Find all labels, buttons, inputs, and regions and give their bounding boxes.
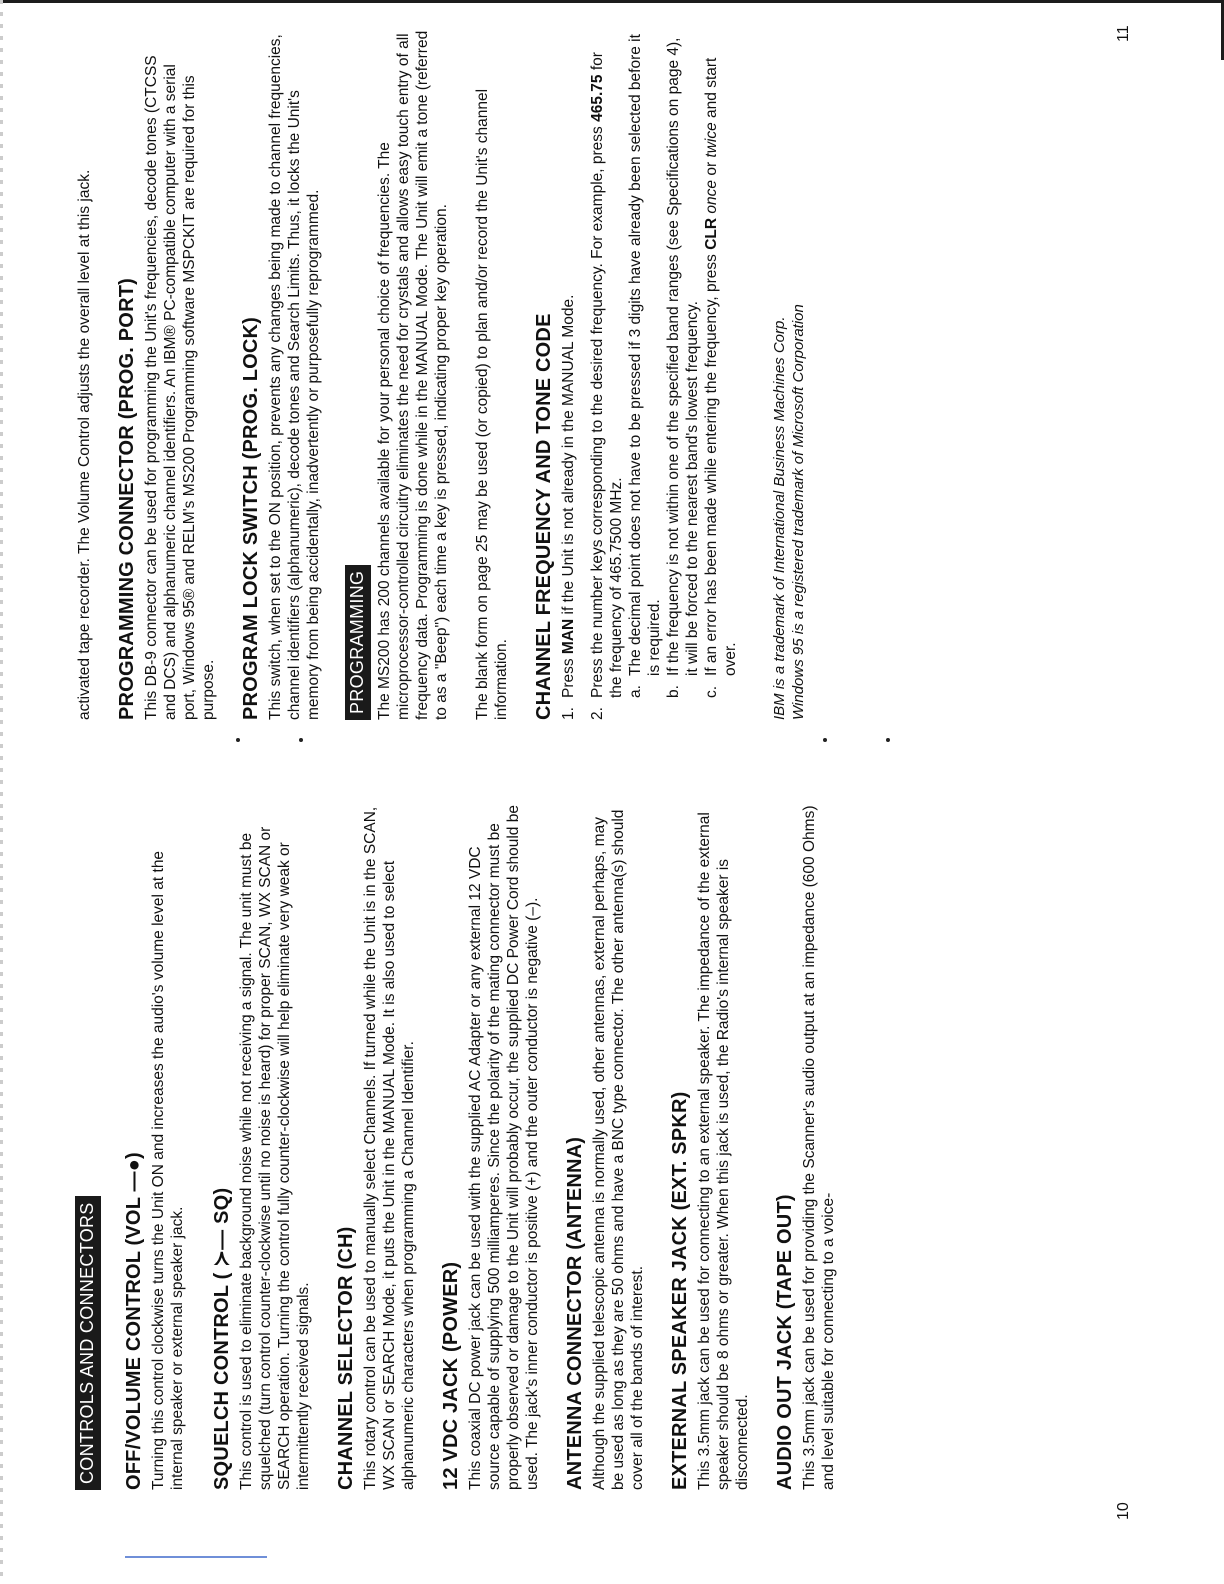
text-external-speaker: This 3.5mm jack can be used for connecting to an external speaker. The impedance of the external speaker should be 8 ohms or greater. When this jack is used, the Radio's internal speaker is disconnected.: [696, 812, 751, 1490]
step-2b: b.If the frequency is not within one of the specified band ranges (see Specifications on page 4), it will be forced to the nearest band's lowest frequency.: [665, 37, 701, 698]
heading-squelch-control: SQUELCH CONTROL ( ≻— SQ): [211, 1187, 233, 1490]
text-antenna-connector: Although the supplied telescopic antenna is normally used, other antennas, external perhaps, may be used as long as they are 50 ohms and have a BNC type connector. The other antenna(s) should cover all of the bands of interest.: [591, 809, 646, 1490]
text-programming-intro: The MS200 has 200 channels available for your personal choice of frequencies. The microprocessor-controlled circuitry eliminates the need for crystals and allows easy touch entry of all frequency data. Programming is done while in the MANUAL Mode. The Unit will emit a tone (referred to as a "Beep") each time a key is pressed, indicating proper key operation.: [376, 30, 450, 720]
page-number-left: 10: [1115, 1502, 1132, 1520]
heading-external-speaker: EXTERNAL SPEAKER JACK (EXT. SPKR): [669, 1091, 691, 1490]
heading-prog-port: PROGRAMMING CONNECTOR (PROG. PORT): [116, 278, 138, 720]
heading-channel-selector: CHANNEL SELECTOR (CH): [335, 1226, 357, 1490]
heading-prog-lock: PROGRAM LOCK SWITCH (PROG. LOCK): [240, 316, 262, 720]
key-frequency-example: 465.75: [589, 74, 606, 122]
section-banner-programming: PROGRAMMING: [345, 565, 371, 720]
trademark-ibm: IBM is a trademark of International Business Machines Corp.: [771, 316, 788, 720]
heading-volume-control: OFF/VOLUME CONTROL (VOL —●): [123, 1152, 145, 1490]
page-10: [75, 800, 1145, 1490]
text-volume-control: Turning this control clockwise turns the Unit ON and increases the audio's volume level at the internal speaker or external speaker jack.: [150, 850, 186, 1490]
heading-antenna-connector: ANTENNA CONNECTOR (ANTENNA): [564, 1136, 586, 1490]
step-2a: a.The decimal point does not have to be pressed if 3 digits have already been selected before it is required.: [627, 34, 663, 698]
step-2c: c.If an error has been made while entering the frequency, press CLR once or twice and start over.: [703, 57, 739, 698]
blue-pen-line: [125, 1556, 267, 1558]
heading-audio-out: AUDIO OUT JACK (TAPE OUT): [774, 1194, 796, 1490]
text-power-jack: This coaxial DC power jack can be used with the supplied AC Adapter or any external 12 VDC source capable of supplying 500 milliamperes. Since the polarity of the mating connector must be properly observed or damage to the Unit will probably occur, the supplied DC Power Cord should be used. The jack's inner conductor is positive (+) and the outer conductor is negative (–).: [467, 805, 541, 1490]
text-channel-selector: This rotary control can be used to manually select Channels. If turned while the Unit is in the SCAN, WX SCAN or SEARCH Mode, it puts the Unit in the MANUAL Mode. It is also used to select alphanumeric characters when programming a Channel Identifier.: [362, 806, 417, 1490]
text-prog-port: This DB-9 connector can be used for programming the Unit's frequencies, decode tones (CTCSS and DCS) and alphanumeric channel identifiers. An IBM® PC-compatible computer with a serial port, Windows 95® and RELM's MS200 Programming software MSPCKIT are required for this purpose.: [143, 55, 217, 720]
page-number-right: 11: [1115, 25, 1132, 42]
heading-power-jack: 12 VDC JACK (POWER): [440, 1261, 462, 1490]
text-audio-out: This 3.5mm jack can be used for providing the Scanner's audio output at an impedance (600 Ohms) and level suitable for connecting to a voice-: [801, 805, 837, 1490]
text-squelch-control: This control is used to eliminate background noise while not receiving a signal. The unit must be squelched (turn control counter-clockwise until no noise is heard) for proper SCAN, WX SCAN or SEARCH operation. Turning the control fully counter-clockwise will help eliminate very weak or intermittently received signals.: [238, 826, 312, 1490]
page-11: [75, 30, 1145, 720]
section-banner-controls: CONTROLS AND CONNECTORS: [75, 1196, 101, 1490]
trademark-notes: [770, 30, 808, 720]
step-2: 2.Press the number keys corresponding to the desired frequency. For example, press 465.75 for the frequency of 465.7500 MHz.: [589, 52, 625, 720]
scan-edge-top: [0, 0, 1224, 3]
text-programming-form: The blank form on page 25 may be used (or copied) to plan and/or record the Unit's channel information.: [474, 88, 510, 720]
scan-smudge-left: [0, 0, 3, 1584]
text-prog-lock: This switch, when set to the ON position, prevents any changes being made to channel frequencies, channel identifiers (alphanumeric), decode tones and Search Limits. Thus, it locks the Unit's memory from being accidentally, inadvertently or purposefully reprogrammed.: [267, 34, 322, 720]
key-man: MAN: [560, 618, 577, 655]
step-1: 1.Press MAN if the Unit is not already in the MANUAL Mode.: [560, 294, 577, 720]
trademark-windows: Windows 95 is a registered trademark of Microsoft Corporation: [790, 304, 807, 720]
key-clr: CLR: [703, 217, 720, 250]
rotated-spread: [75, 20, 1145, 1520]
heading-channel-frequency: CHANNEL FREQUENCY AND TONE CODE: [533, 313, 555, 720]
text-tape-out-continued: activated tape recorder. The Volume Control adjusts the overall level at this jack.: [76, 169, 93, 720]
